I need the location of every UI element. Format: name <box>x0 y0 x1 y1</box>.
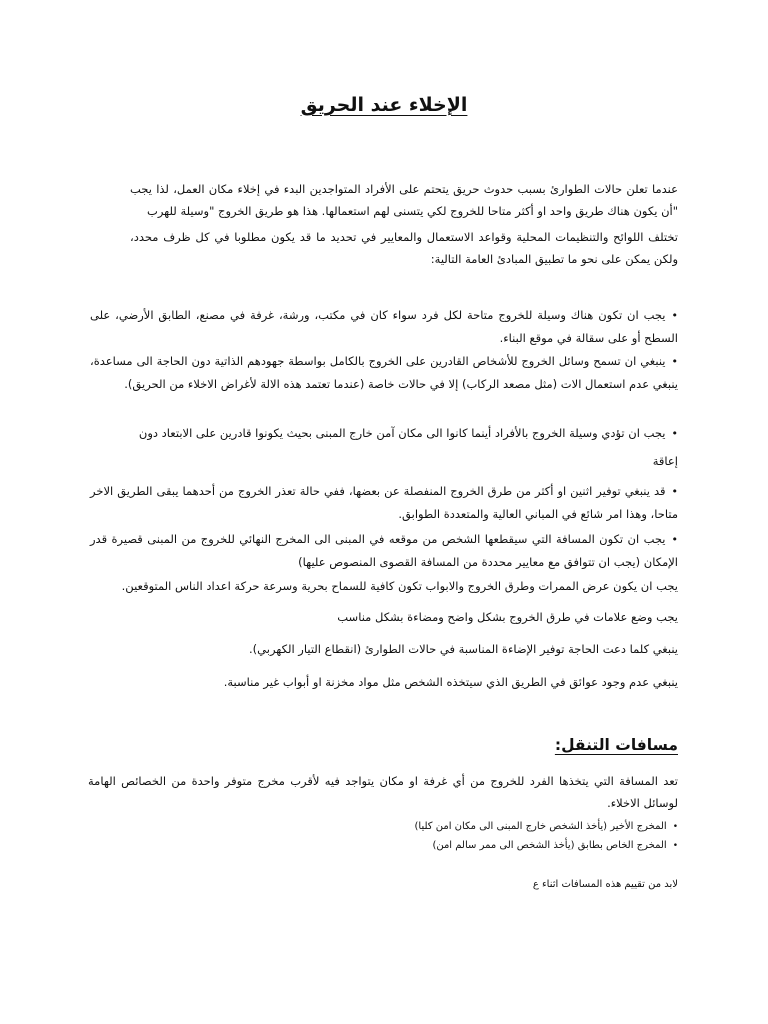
bullet-item-3 <box>90 422 678 445</box>
bullet-text: يجب ان يكون عرض الممرات وطرق الخروج والابواب تكون كافية للسماح بحرية وسرعة حركة اعداد الناس المتوقعين. <box>121 579 678 593</box>
bullet-marker: • <box>671 485 678 498</box>
bullet-item-3-continuation <box>90 450 678 472</box>
bullet-text: ينبغي كلما دعت الحاجة توفير الإضاءة المناسبة في حالات الطوارئ (انقطاع التيار الكهربي). <box>249 642 678 656</box>
bullet-text: ينبغي ان تسمح وسائل الخروج للأشخاص القادرين على الخروج بالكامل بواسطة جهودهم الذاتية دون الحاجة الى مساعدة، ينبغي عدم استعمال الات (مثل مصعد الركاب) إلا في حالات خاصة (عندما تعتمد هذه الالة لأغراض الاخلاء من الحريق). <box>90 354 678 391</box>
bullet-text: قد ينبغي توفير اثنين او أكثر من طرق الخروج المنفصلة عن بعضها، ففي حالة تعذر الخروج من أحدهما يبقى الطريق الاخر متاحا، وهذا امر شائع في المباني العالية والمتعددة الطوابق. <box>90 484 678 521</box>
bullet-marker: • <box>671 533 678 546</box>
section-heading: مسافات التنقل: <box>554 736 678 754</box>
small-bullet-item-1 <box>88 818 678 836</box>
bullet-marker: • <box>672 841 678 851</box>
bullet-marker: • <box>671 427 678 440</box>
bullet-text: يجب ان تكون المسافة التي سيقطعها الشخص من موقعه في المبنى الى المخرج النهائي للخروج من المبنى قصيرة قدر الإمكان (يجب ان تتوافق مع معايير محددة من المسافة القصوى المنصوص عليها) <box>90 532 678 569</box>
bullet-marker: • <box>672 822 678 832</box>
section-paragraph: تعد المسافة التي يتخذها الفرد للخروج من أي غرفة او مكان يتواجد فيه لأقرب مخرج متوفر واحدة من الخصائص الهامة لوسائل الاخلاء. <box>88 774 678 810</box>
bullet-text: يجب ان تكون هناك وسيلة للخروج متاحة لكل فرد سواء كان في مكتب، ورشة، غرفة في مصنع، الطابق الأرضي، على السطح أو على سقالة في موقع البناء. <box>90 308 678 345</box>
bullet-marker: • <box>671 309 678 322</box>
bullet-item-5 <box>90 528 678 573</box>
bullet-item-6 <box>90 575 678 597</box>
bullet-text: يجب وضع علامات في طرق الخروج بشكل واضح ومضاءة بشكل مناسب <box>337 610 678 624</box>
bullet-marker: • <box>671 355 678 368</box>
bullet-item-7 <box>90 606 678 628</box>
bullet-item-4 <box>90 480 678 525</box>
intro-paragraph-1: عندما تعلن حالات الطوارئ بسبب حدوث حريق يتحتم على الأفراد المتواجدين البدء في إخلاء مكان العمل، لذا يجب "أن يكون هناك طريق واحد او أكثر متاحا للخروج لكي يتسنى لهم استعمالها. هذا هو طريق الخروج "وسيلة للهرب <box>130 182 678 218</box>
bullet-text: ينبغي عدم وجود عوائق في الطريق الذي سيتخذه الشخص مثل مواد مخزنة او أبواب غير مناسبة. <box>223 675 678 689</box>
bullet-item-9 <box>90 671 678 693</box>
bullet-item-8 <box>90 638 678 660</box>
small-bullet-item-2 <box>88 837 678 855</box>
bullet-item-2 <box>90 350 678 395</box>
closing-note: لابد من تقييم هذه المسافات اثناء ع <box>532 879 678 890</box>
bullet-text: إعاقة <box>652 454 678 468</box>
intro-paragraph-2: تختلف اللوائح والتنظيمات المحلية وقواعد الاستعمال والمعايير في تحديد ما قد يكون مطلوبا في كل ظرف محدد، ولكن يمكن على نحو ما تطبيق المبادئ العامة التالية: <box>130 230 678 266</box>
small-bullet-text: المخرج الأخير (يأخذ الشخص خارج المبنى الى مكان امن كليا) <box>414 821 667 832</box>
bullet-text: يجب ان تؤدي وسيلة الخروج بالأفراد أينما كانوا الى مكان آمن خارج المبنى بحيث يكونوا قادرين على الابتعاد دون <box>138 426 666 440</box>
small-bullet-text: المخرج الخاص بطابق (يأخذ الشخص الى ممر سالم امن) <box>432 840 667 851</box>
document-title: الإخلاء عند الحريق <box>300 94 468 116</box>
bullet-item-1 <box>90 304 678 349</box>
